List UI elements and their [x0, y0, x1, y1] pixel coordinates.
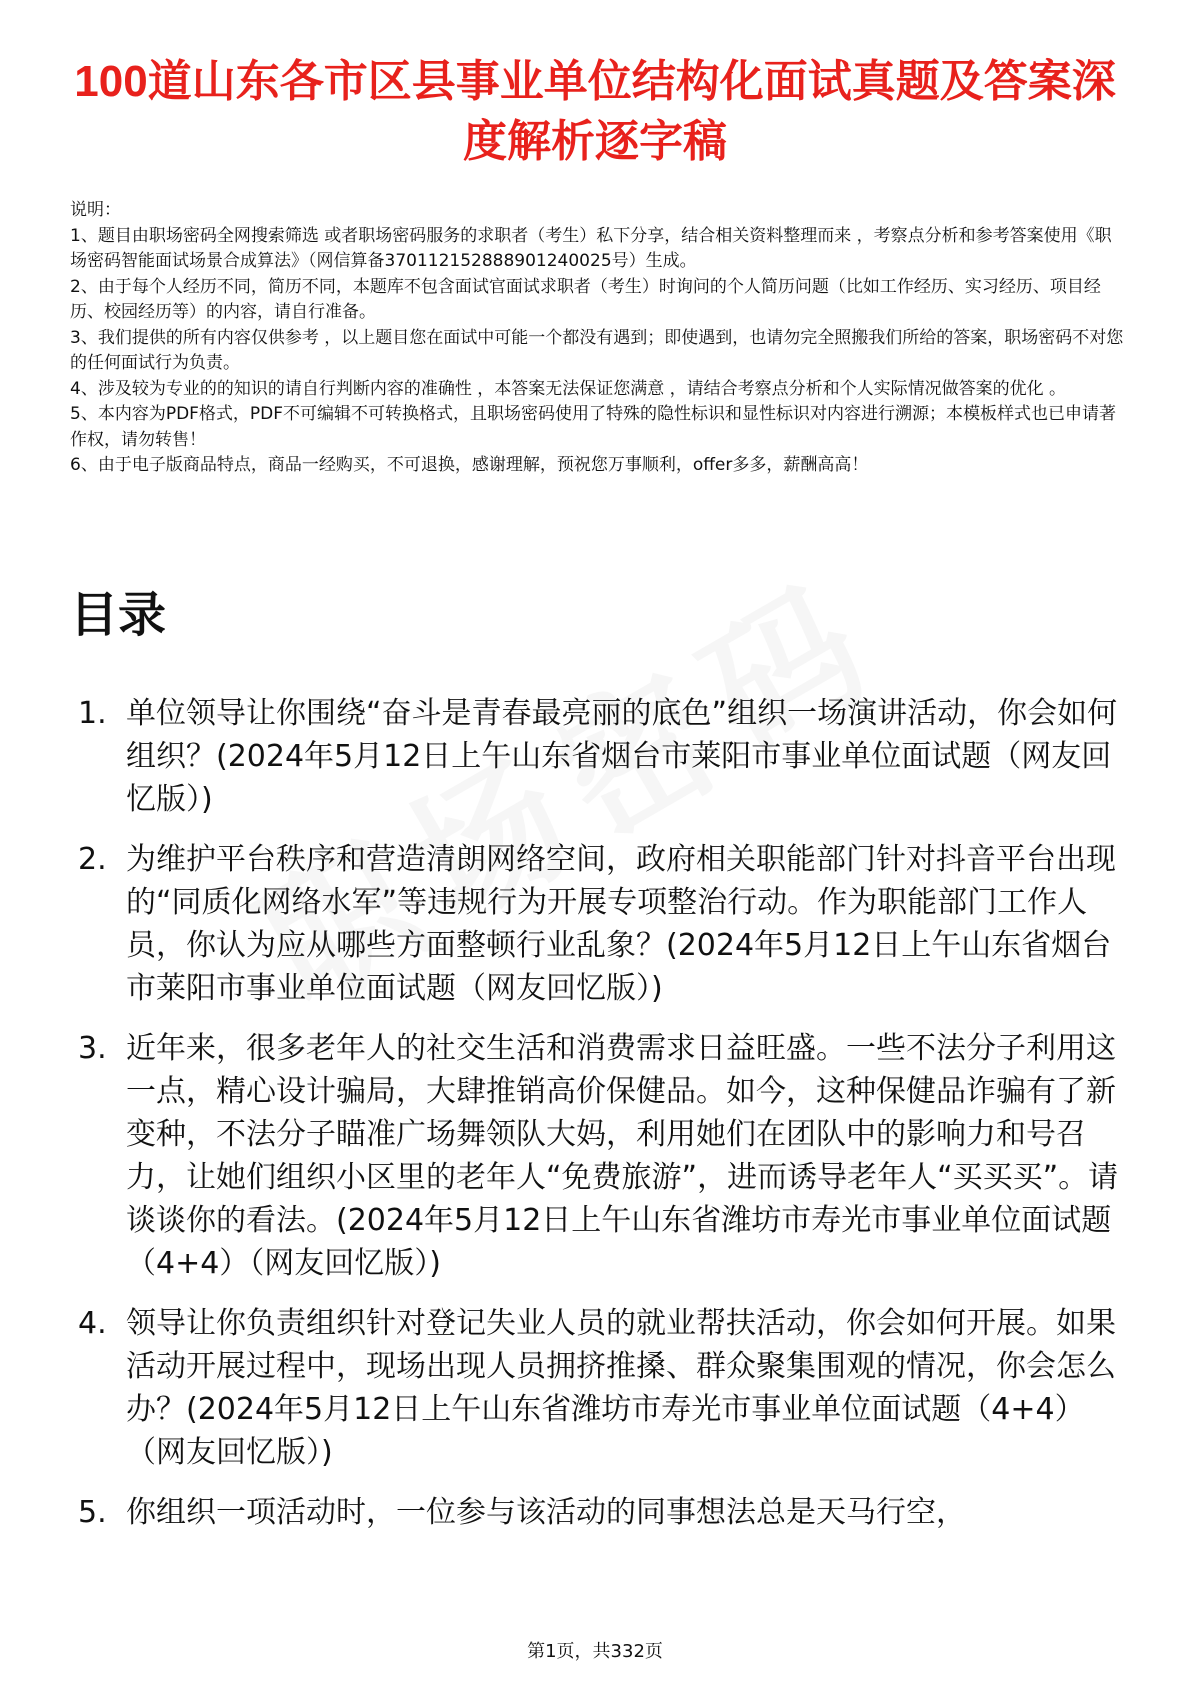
toc-item-text: 近年来，很多老年人的社交生活和消费需求日益旺盛。一些不法分子利用这一点，精心设计骗局，大肆推销高价保健品。如今，这种保健品诈骗有了新变种，不法分子瞄准广场舞领队大妈，利用她们在团队中的影响力和号召力，让她们组织小区里的老年人“免费旅游”，进而诱导老年人“买买买”。请谈谈你的看法。(2024年5月12日上午山东省潍坊市寿光市事业单位面试题（4+4）（网友回忆版）) — [126, 1031, 1119, 1281]
note-item: 4、涉及较为专业的的知识的请自行判断内容的准确性 ，本答案无法保证您满意 ，请结合考察点分析和个人实际情况做答案的优化 。 — [70, 378, 1067, 399]
toc-item-text: 你组织一项活动时，一位参与该活动的同事想法总是天马行空， — [126, 1495, 966, 1530]
page-footer: 第1页，共332页 — [527, 1641, 663, 1662]
note-item: 5、本内容为PDF格式，PDF不可编辑不可转换格式，且职场密码使用了特殊的隐性标识和显性标识对内容进行溯源；本模板样式也已申请著作权，请勿转售！ — [70, 404, 1117, 450]
notes-heading: 说明： — [70, 200, 121, 220]
toc-heading: 目录 — [70, 587, 167, 643]
toc-item[interactable] — [78, 1491, 1128, 1534]
toc-item-number: 5. — [78, 1495, 107, 1530]
note-item: 1、题目由职场密码全网搜索筛选 或者职场密码服务的求职者（考生）私下分享，结合相关资料整理而来 ，考察点分析和参考答案使用《职场密码智能面试场景合成算法》（网信算备370112152888901240025号）生成。 — [70, 225, 1112, 271]
toc-item-text: 单位领导让你围绕“奋斗是青春最亮丽的底色”组织一场演讲活动，你会如何组织？(2024年5月12日上午山东省烟台市莱阳市事业单位面试题（网友回忆版）) — [126, 696, 1118, 817]
toc-item-number: 4. — [78, 1306, 107, 1341]
note-item: 2、由于每个人经历不同，简历不同，本题库不包含面试官面试求职者（考生）时询问的个人简历问题（比如工作经历、实习经历、项目经历、校园经历等）的内容，请自行准备。 — [70, 276, 1101, 322]
note-item: 3、我们提供的所有内容仅供参考 ，以上题目您在面试中可能一个都没有遇到；即使遇到，也请勿完全照搬我们所给的答案，职场密码不对您的任何面试行为负责。 — [70, 327, 1124, 373]
toc-item[interactable] — [78, 838, 1128, 1010]
toc-item[interactable] — [78, 692, 1128, 821]
document-title: 100道山东各市区县事业单位结构化面试真题及答案深度解析逐字稿 — [74, 57, 1116, 166]
toc-item-text: 领导让你负责组织针对登记失业人员的就业帮扶活动，你会如何开展。如果活动开展过程中，现场出现人员拥挤推搡、群众聚集围观的情况，你会怎么办？(2024年5月12日上午山东省潍坊市寿光市事业单位面试题（4+4）（网友回忆版）) — [126, 1306, 1116, 1470]
toc-item-text: 为维护平台秩序和营造清朗网络空间，政府相关职能部门针对抖音平台出现的“同质化网络水军”等违规行为开展专项整治行动。作为职能部门工作人员，你认为应从哪些方面整顿行业乱象？(2024年5月12日上午山东省烟台市莱阳市事业单位面试题（网友回忆版）) — [126, 842, 1116, 1006]
toc-item[interactable] — [78, 1302, 1128, 1474]
toc-item[interactable] — [78, 1027, 1128, 1285]
notes-section — [70, 198, 1125, 479]
toc-item-number: 1. — [78, 696, 107, 731]
table-of-contents — [78, 692, 1128, 1551]
note-item: 6、由于电子版商品特点，商品一经购买，不可退换，感谢理解，预祝您万事顺利，offer多多，薪酬高高！ — [70, 455, 869, 475]
toc-item-number: 2. — [78, 842, 107, 877]
toc-item-number: 3. — [78, 1031, 107, 1066]
